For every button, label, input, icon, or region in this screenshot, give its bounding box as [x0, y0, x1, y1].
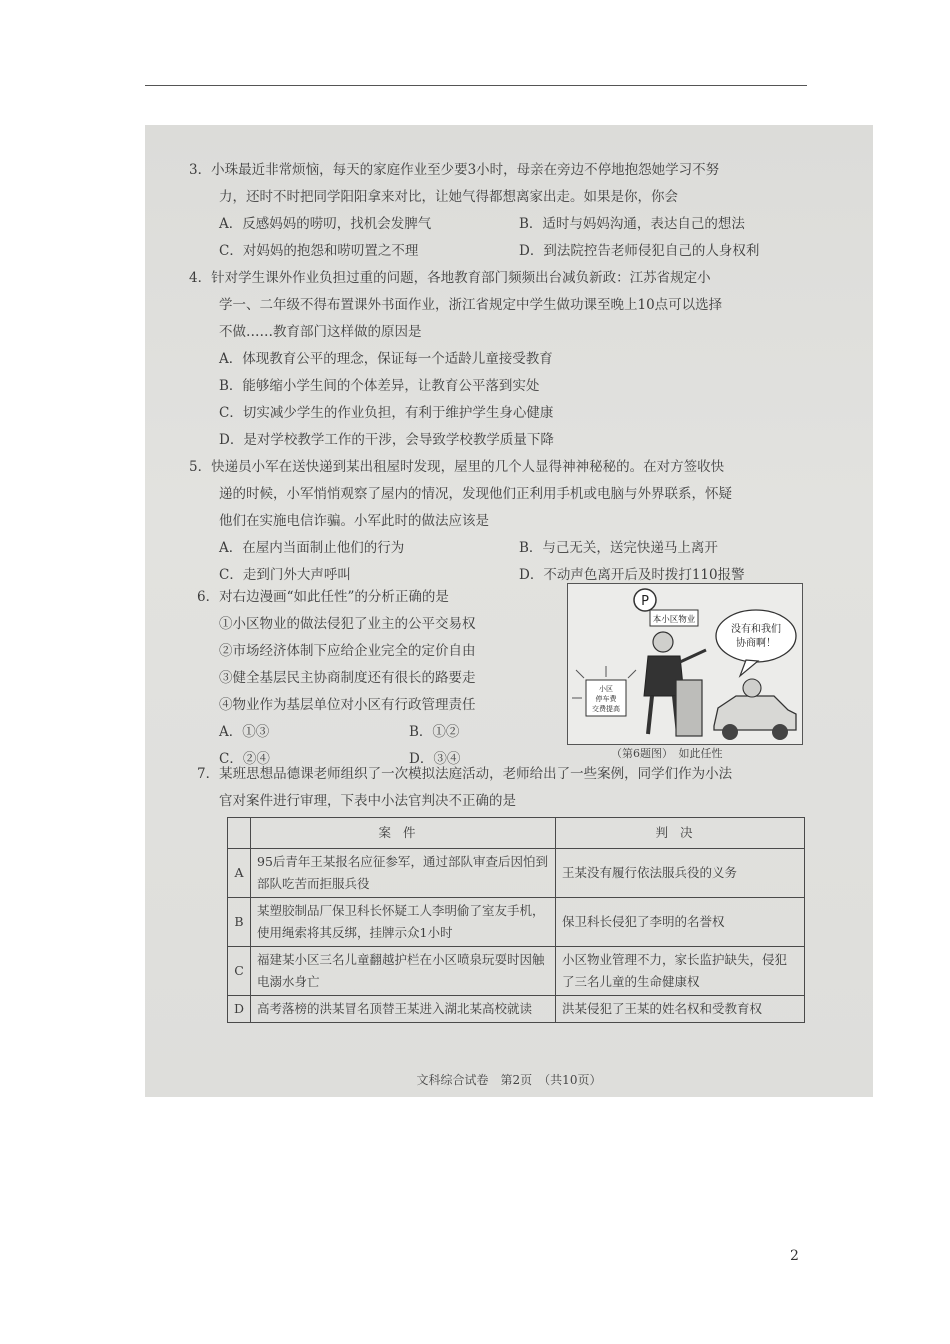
- question-4-option-c: C．切实减少学生的作业负担，有利于维护学生身心健康: [219, 405, 554, 421]
- page-number: 2: [790, 1248, 799, 1264]
- question-5-options-row: [189, 535, 819, 562]
- question-4-stem-line: 不做……教育部门这样做的原因是: [219, 324, 422, 340]
- row-case: 高考落榜的洪某冒名顶替王某进入湖北某高校就读: [251, 996, 556, 1023]
- question-6-statement-1: ①小区物业的做法侵犯了业主的公平交易权: [219, 616, 476, 632]
- question-4-stem-line: 4．针对学生课外作业负担过重的问题，各地教育部门频频出台减负新政：江苏省规定小: [189, 270, 711, 286]
- question-4-option-d: D．是对学校教学工作的干涉，会导致学校教学质量下降: [219, 432, 554, 448]
- question-6-options-row: [197, 719, 529, 746]
- question-6-statement-4: ④物业作为基层单位对小区有行政管理责任: [219, 697, 476, 713]
- question-3-option-d: D．到法院控告老师侵犯自己的人身权利: [519, 243, 760, 259]
- row-verdict: 洪某侵犯了王某的姓名权和受教育权: [556, 996, 805, 1023]
- question-3-option-a: A．反感妈妈的唠叨，找机会发脾气: [219, 216, 432, 232]
- cartoon-banner-text: 本小区物业: [652, 615, 696, 625]
- question-3-options-row: [189, 238, 819, 265]
- row-verdict: 王某没有履行依法服兵役的义务: [556, 849, 805, 898]
- cartoon-drawing: [568, 584, 802, 744]
- question-5-option-c: C．走到门外大声呼叫: [219, 567, 351, 583]
- exam-footer: 文科综合试卷 第2页 （共10页）: [416, 1073, 602, 1087]
- question-4: [189, 265, 722, 454]
- question-3-options-row: [189, 211, 819, 238]
- row-case: 95后青年王某报名应征参军，通过部队审查后因怕到部队吃苦而拒服兵役: [251, 849, 556, 898]
- question-5-option-b: B．与己无关，送完快递马上离开: [519, 540, 718, 556]
- question-4-option-a: A．体现教育公平的理念，保证每一个适龄儿童接受教育: [219, 351, 553, 367]
- question-6-statement-3: ③健全基层民主协商制度还有很长的路要走: [219, 670, 476, 686]
- table-header-row: [228, 818, 805, 849]
- question-7-stem-line: 官对案件进行审理，下表中小法官判决不正确的是: [219, 793, 516, 809]
- row-letter: C: [228, 947, 251, 996]
- row-letter: D: [228, 996, 251, 1023]
- table-row: [228, 849, 805, 898]
- row-case: 福建某小区三名儿童翻越护栏在小区喷泉玩耍时因触电溺水身亡: [251, 947, 556, 996]
- speech-line-1: 没有和我们: [731, 624, 781, 635]
- question-6-stem: 6．对右边漫画“如此任性”的分析正确的是: [197, 589, 449, 605]
- cartoon-caption: （第6题图） 如此任性: [611, 747, 723, 760]
- notice-text-line-2: 停车费: [595, 695, 617, 703]
- question-7-stem-line: 7．某班思想品德课老师组织了一次模拟法庭活动，老师给出了一些案例，同学们作为小法: [197, 766, 733, 782]
- row-letter: B: [228, 898, 251, 947]
- question-6-option-c: C．②④: [219, 751, 270, 767]
- question-6-option-a: A．①③: [219, 724, 270, 740]
- question-6-option-d: D．③④: [409, 751, 461, 767]
- row-case: 某塑胶制品厂保卫科长怀疑工人李明偷了室友手机，使用绳索将其反绑，挂牌示众1小时: [251, 898, 556, 947]
- table-row: [228, 996, 805, 1023]
- question-3-stem-line: 3．小珠最近非常烦恼，每天的家庭作业至少要3小时，母亲在旁边不停地抱怨她学习不努: [189, 162, 720, 178]
- question-5-stem-line: 递的时候，小军悄悄观察了屋内的情况，发现他们正利用手机或电脑与外界联系，怀疑: [219, 486, 732, 502]
- question-5-stem-line: 他们在实施电信诈骗。小军此时的做法应该是: [219, 513, 489, 529]
- question-5: [189, 454, 819, 589]
- table-row: [228, 947, 805, 996]
- scanned-exam-page: [145, 125, 873, 1097]
- question-5-option-a: A．在屋内当面制止他们的行为: [219, 540, 405, 556]
- question-3-stem-line: 力，还时不时把同学阳阳拿来对比，让她气得都想离家出走。如果是你，你会: [219, 189, 678, 205]
- header-rule: [145, 85, 807, 86]
- row-letter: A: [228, 849, 251, 898]
- row-verdict: 保卫科长侵犯了李明的名誉权: [556, 898, 805, 947]
- table-header-verdict: 判决: [556, 818, 805, 849]
- question-6-statement-2: ②市场经济体制下应给企业完全的定价自由: [219, 643, 476, 659]
- question-3-option-c: C．对妈妈的抱怨和唠叨置之不理: [219, 243, 419, 259]
- question-3-option-b: B．适时与妈妈沟通，表达自己的想法: [519, 216, 745, 232]
- question-5-stem-line: 5．快递员小军在送快递到某出租屋时发现，屋里的几个人显得神神秘秘的。在对方签收快: [189, 459, 725, 475]
- row-verdict: 小区物业管理不力，家长监护缺失，侵犯了三名儿童的生命健康权: [556, 947, 805, 996]
- notice-text-line-1: 小区: [599, 685, 613, 693]
- question-6: [197, 584, 529, 773]
- question-3: [189, 157, 819, 265]
- question-4-option-b: B．能够缩小学生间的个体差异，让教育公平落到实处: [219, 378, 540, 394]
- speech-line-2: 协商啊！: [736, 638, 776, 649]
- table-row: [228, 898, 805, 947]
- question-4-stem-line: 学一、二年级不得布置课外书面作业，浙江省规定中学生做功课至晚上10点可以选择: [219, 297, 723, 313]
- question-7: [197, 761, 732, 815]
- cartoon-illustration: [567, 583, 803, 745]
- case-table: [227, 817, 805, 1023]
- notice-text-line-3: 交费提高: [592, 705, 620, 713]
- table-header-blank: [228, 818, 251, 849]
- question-6-option-b: B．①②: [409, 724, 460, 740]
- parking-sign-letter: P: [641, 594, 649, 609]
- table-header-case: 案件: [251, 818, 556, 849]
- question-5-option-d: D．不动声色离开后及时拨打110报警: [519, 567, 745, 583]
